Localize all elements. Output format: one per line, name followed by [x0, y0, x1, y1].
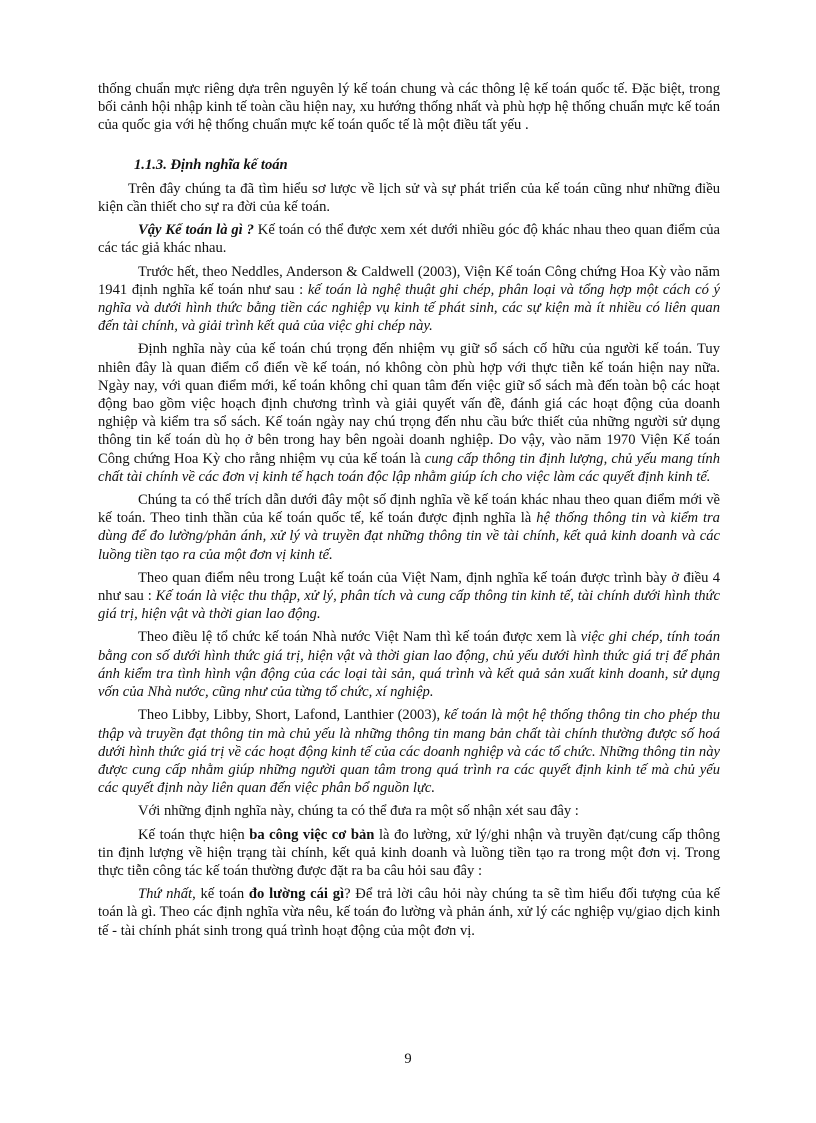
paragraph-10-text-a: Kế toán thực hiện	[138, 826, 250, 843]
paragraph-4	[98, 340, 720, 486]
paragraph-4-text: Định nghĩa này của kế toán chú trọng đến nhiệm vụ giữ sổ sách cố hữu của người kế toán. Tuy nhiên đây là quan điểm cổ điển về kế toán, nó không còn phù hợp với thực tiễn kế toán hiện nay nữa. Ngày nay, với quan điểm mới, kế toán không chỉ quan tâm đến việc giữ sổ sách mà đến toàn bộ các hoạt động bao gồm việc hoạch định chương trình và giải quyết vấn đề, đánh giá các hoạt động của doanh nghiệp và kiểm tra sổ sách. Kế toán ngày nay chú trọng đến nhu cầu bức thiết của những người sử dụng thông tin kế toán dù họ ở bên trong hay bên ngoài doanh nghiệp. Do vậy, vào năm 1970 Viện Kế toán Công chứng Hoa Kỳ cho rằng nhiệm vụ của kế toán là	[98, 341, 720, 467]
paragraph-1	[98, 180, 720, 216]
paragraph-7-quote: việc ghi chép, tính toán bằng con số dưới hình thức giá trị, hiện vật và thời gian lao động, chủ yếu dưới hình thức giá trị để phản ánh kiểm tra tình hình vận động của các loại tài sản, quá trình và kết quả sản xuất kinh doanh, sử dụng vốn của Nhà nước, cũng như của từng tổ chức, xí nghiệp.	[98, 629, 721, 701]
question-lead: Vậy Kế toán là gì ?	[138, 222, 254, 239]
paragraph-6-quote: Kế toán là việc thu thập, xử lý, phân tích và cung cấp thông tin kinh tế, tài chính dưới hình thức giá trị, hiện vật và thời gian lao động.	[98, 588, 720, 623]
paragraph-5-text: Chúng ta có thể trích dẫn dưới đây một số định nghĩa về kế toán khác nhau theo quan điểm mới về kế toán. Theo tinh thần của kế toán quốc tế, kế toán được định nghĩa là	[98, 492, 720, 527]
paragraph-intro-text: thống chuẩn mực riêng dựa trên nguyên lý kế toán chung và các thông lệ kế toán quốc tế. Đặc biệt, trong bối cảnh hội nhập kinh tế toàn cầu hiện nay, xu hướng thống nhất và phù hợp hệ thống chuẩn mực kế toán của quốc gia với hệ thống chuẩn mực kế toán quốc tế là một điều tất yếu .	[98, 81, 720, 134]
paragraph-8	[98, 706, 720, 797]
page-number: 9	[404, 1051, 412, 1067]
paragraph-10	[98, 826, 720, 881]
paragraph-7	[98, 628, 720, 701]
paragraph-9-text: Với những định nghĩa này, chúng ta có thể đưa ra một số nhận xét sau đây :	[138, 803, 579, 820]
paragraph-7-text: Theo điều lệ tổ chức kế toán Nhà nước Việt Nam thì kế toán được xem là	[138, 629, 581, 646]
document-page	[98, 80, 720, 945]
paragraph-11-text-c: ? Để trả lời câu hỏi này chúng ta sẽ tìm hiểu đối tượng của kế toán là gì. Theo các định nghĩa vừa nêu, kế toán đo lường và phản ánh, xử lý các nghiệp vụ/giao dịch kinh tế - tài chính phát sinh trong quá trình hoạt động của một đơn vị.	[98, 886, 720, 939]
paragraph-11-text-a: , kế toán	[192, 886, 249, 903]
paragraph-4-quote: cung cấp thông tin định lượng, chủ yếu mang tính chất tài chính về các đơn vị kinh tế hạch toán độc lập nhằm giúp ích cho việc làm các quyết định kinh tế.	[98, 450, 721, 485]
paragraph-8-text: Theo Libby, Libby, Short, Lafond, Lanthier (2003),	[138, 707, 445, 724]
paragraph-1-text: Trên đây chúng ta đã tìm hiểu sơ lược về lịch sử và sự phát triển của kế toán cũng như những điều kiện cần thiết cho sự ra đời của kế toán.	[98, 180, 720, 216]
paragraph-6	[98, 569, 720, 624]
paragraph-11-bold: đo lường cái gì	[248, 886, 345, 903]
paragraph-2	[98, 221, 720, 257]
paragraph-2-text: Kế toán có thể được xem xét dưới nhiều góc độ khác nhau theo quan điểm của các tác giả khác nhau.	[98, 222, 720, 257]
paragraph-3-quote: kế toán là nghệ thuật ghi chép, phân loại và tổng hợp một cách có ý nghĩa và dưới hình thức bằng tiền các nghiệp vụ kinh tế phát sinh, các sự kiện mà ít nhiều có liên quan đến tài chính, và giải trình kết quả của việc ghi chép này.	[98, 281, 721, 335]
paragraph-9	[98, 802, 720, 820]
paragraph-6-text: Theo quan điểm nêu trong Luật kế toán của Việt Nam, định nghĩa kế toán được trình bày ở điều 4 như sau :	[98, 569, 720, 605]
paragraph-10-bold: ba công việc cơ bản	[249, 826, 375, 843]
paragraph-8-quote: kế toán là một hệ thống thông tin cho phép thu thập và truyền đạt thông tin mà chủ yếu là những thông tin mang bản chất tài chính thường được số hoá dưới hình thức giá trị về các hoạt động kinh tế của các doanh nghiệp và các tổ chức. Những thông tin này được cung cấp nhằm giúp những người quan tâm trong quá trình ra các quyết định kinh tế mà chủ yếu các quyết định này liên quan đến việc phân bổ nguồn lực.	[98, 707, 720, 797]
paragraph-intro	[98, 80, 720, 135]
paragraph-11	[98, 885, 720, 940]
paragraph-3	[98, 263, 720, 336]
paragraph-3-text: Trước hết, theo Neddles, Anderson & Caldwell (2003), Viện Kế toán Công chứng Hoa Kỳ vào năm 1941 định nghĩa kế toán như sau :	[98, 263, 720, 298]
paragraph-10-text-c: là đo lường, xử lý/ghi nhận và truyền đạt/cung cấp thông tin định lượng về hiện trạng tài chính, kết quả kinh doanh và luồng tiền tạo ra trong một đơn vị. Trong thực tiễn công tác kế toán thường được đặt ra ba câu hỏi sau đây :	[98, 826, 720, 879]
paragraph-5-quote: hệ thống thông tin và kiểm tra dùng để đo lường/phản ánh, xử lý và truyền đạt những thông tin về tài chính, kết quả kinh doanh và các luồng tiền tạo ra của một đơn vị kinh tế.	[98, 510, 720, 563]
paragraph-11-italic: Thứ nhất	[138, 886, 193, 903]
paragraph-5	[98, 491, 720, 564]
section-heading: 1.1.3. Định nghĩa kế toán	[134, 156, 288, 173]
